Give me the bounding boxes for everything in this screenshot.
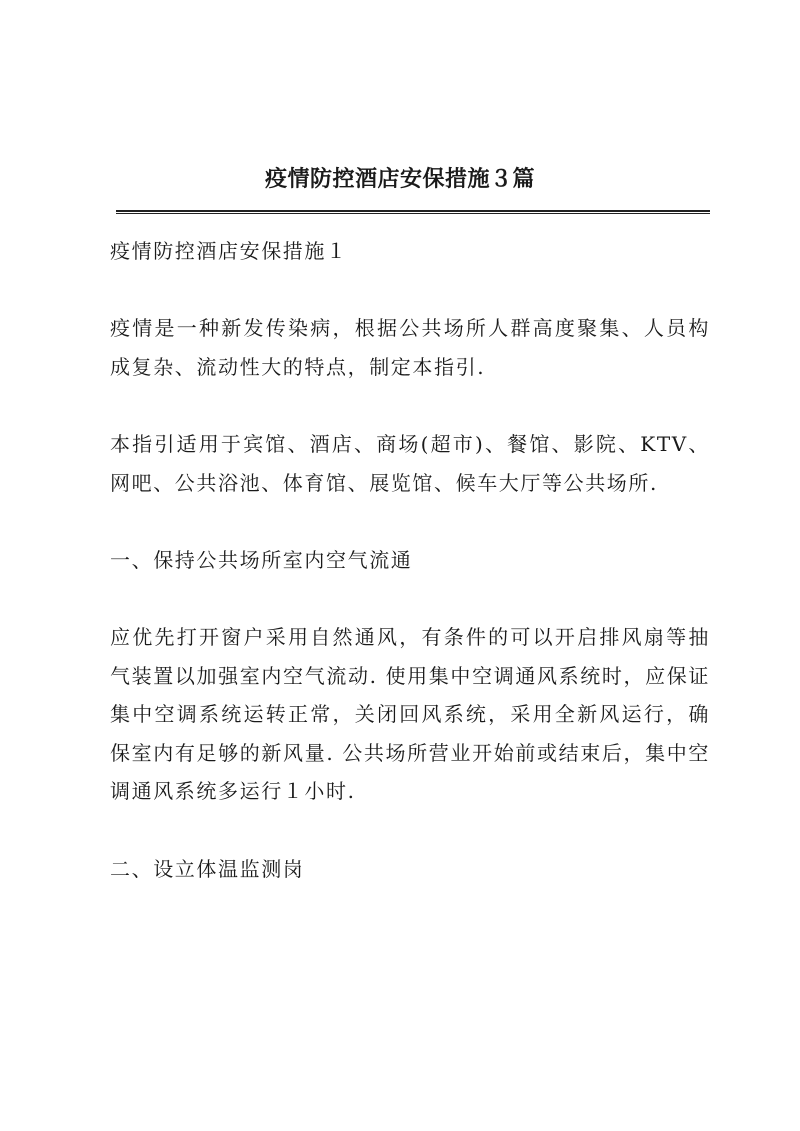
document-body bbox=[110, 232, 710, 888]
paragraph-ventilation: 应优先打开窗户采用自然通风，有条件的可以开启排风扇等抽气装置以加强室内空气流动. 使用集中空调通风系统时，应保证集中空调系统运转正常，关闭回风系统，采用全新风运行，确保室内有足够的新风量. 公共场所营业开始前或结束后，集中空调通风系统多运行１小时. bbox=[110, 624, 710, 804]
section-heading-temperature: 二、设立体温监测岗 bbox=[110, 856, 305, 881]
paragraph-spacer bbox=[110, 271, 710, 310]
title-divider bbox=[116, 210, 710, 214]
section-heading-ventilation: 一、保持公共场所室内空气流通 bbox=[110, 547, 413, 572]
paragraph-spacer bbox=[110, 579, 710, 618]
document-title: 疫情防控酒店安保措施３篇 bbox=[264, 166, 535, 192]
paragraph-spacer bbox=[110, 386, 710, 425]
paragraph-spacer bbox=[110, 811, 710, 850]
paragraph-spacer bbox=[110, 502, 710, 541]
paragraph-intro: 疫情是一种新发传染病，根据公共场所人群高度聚集、人员构成复杂、流动性大的特点，制定本指引. bbox=[110, 316, 710, 379]
section-heading-1: 疫情防控酒店安保措施１ bbox=[110, 239, 348, 263]
paragraph-scope: 本指引适用于宾馆、酒店、商场(超市)、餐馆、影院、KTV、网吧、公共浴池、体育馆、展览馆、候车大厅等公共场所. bbox=[110, 431, 710, 495]
